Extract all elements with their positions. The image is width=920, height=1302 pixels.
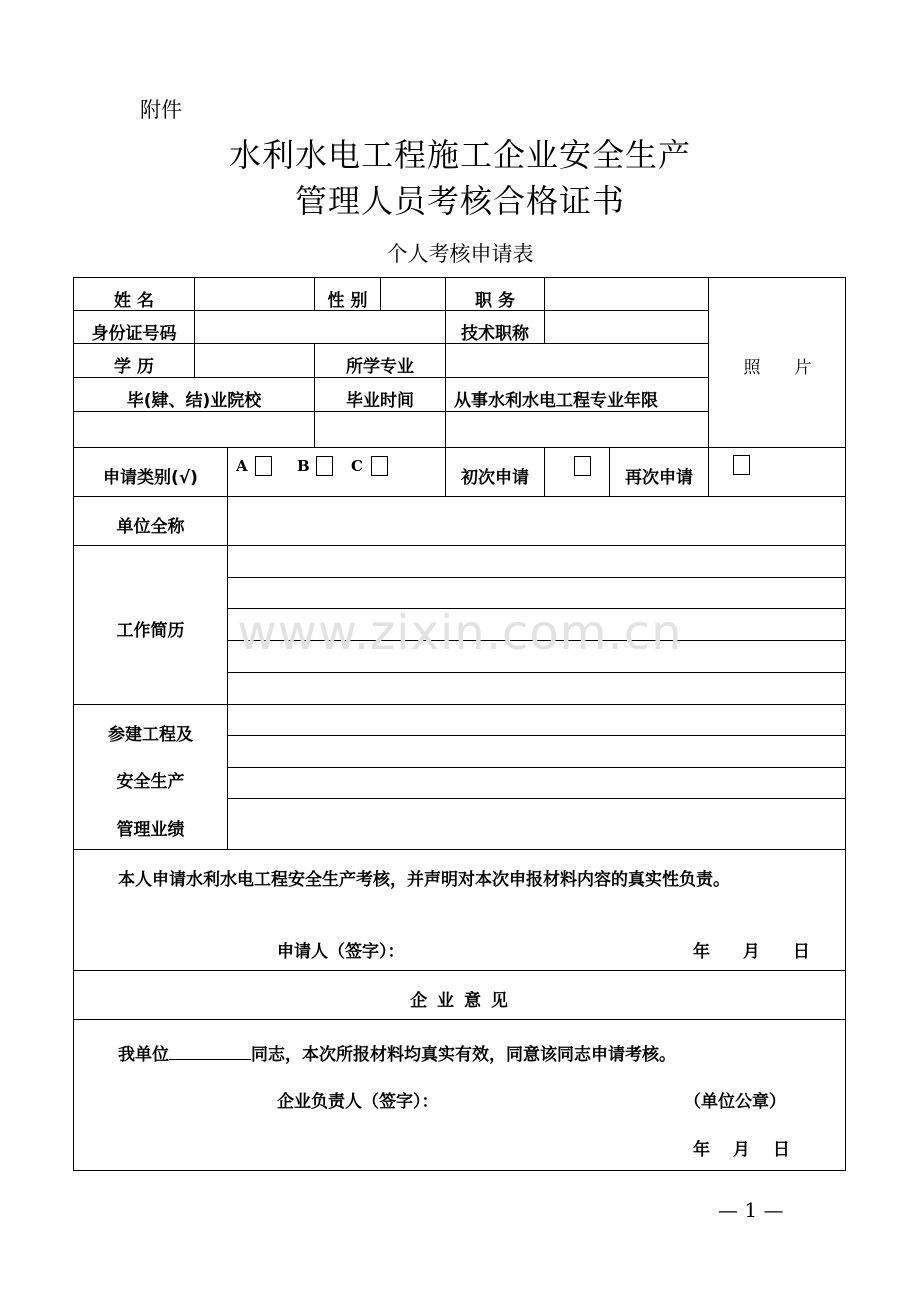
label-performance-line3: 管理业绩 — [116, 820, 185, 840]
label-years: 从事水利水电工程专业年限 — [454, 391, 658, 411]
category-a-label: A — [236, 457, 248, 475]
re-apply-checkbox[interactable] — [733, 455, 750, 475]
label-id-number: 身份证号码 — [91, 324, 177, 344]
form-subtitle: 个人考核申请表 — [386, 242, 534, 266]
attachment-label: 附件 — [140, 98, 182, 122]
category-b-checkbox[interactable] — [316, 456, 333, 476]
first-apply-checkbox[interactable] — [574, 456, 591, 476]
label-school: 毕(肄、结)业院校 — [126, 391, 262, 411]
label-performance-line1: 参建工程及 — [108, 725, 193, 745]
category-c-label: C — [351, 457, 363, 475]
applicant-signature-label: 申请人（签字）： — [277, 942, 405, 962]
label-major: 所学专业 — [346, 357, 414, 377]
label-name: 姓 名 — [114, 291, 154, 311]
opinion-statement — [118, 1040, 676, 1065]
category-a-checkbox[interactable] — [255, 456, 272, 476]
label-education: 学 历 — [114, 357, 154, 377]
unit-seal-label: （单位公章） — [684, 1092, 786, 1112]
label-performance-line2: 安全生产 — [116, 772, 185, 792]
opinion-suffix: 同志，本次所报材料均真实有效，同意该同志申请考核。 — [251, 1045, 676, 1065]
document-title-line1: 水利水电工程施工企业安全生产 — [228, 136, 691, 174]
applicant-date: 年 月 日 — [693, 942, 810, 962]
page-number: — 1 — — [718, 1198, 784, 1222]
label-category: 申请类别(√) — [103, 468, 198, 488]
category-b-label: B — [297, 457, 310, 475]
enterprise-date: 年 月 日 — [693, 1140, 790, 1160]
label-gender: 性 别 — [327, 291, 368, 311]
label-position: 职 务 — [475, 291, 515, 311]
label-grad-time: 毕业时间 — [346, 391, 414, 411]
photo-placeholder: 照 片 — [743, 358, 812, 378]
opinion-prefix: 我单位 — [118, 1045, 169, 1065]
label-company: 单位全称 — [116, 517, 185, 537]
label-first-apply: 初次申请 — [461, 468, 529, 488]
declaration-text: 本人申请水利水电工程安全生产考核，并声明对本次申报材料内容的真实性负责。 — [118, 870, 730, 890]
label-tech-title: 技术职称 — [461, 324, 529, 344]
name-blank-line — [169, 1043, 251, 1060]
document-title-line2: 管理人员考核合格证书 — [294, 182, 625, 220]
category-c-checkbox[interactable] — [371, 456, 388, 476]
watermark-text: www.zixin.com.cn — [237, 605, 683, 661]
label-re-apply: 再次申请 — [625, 468, 693, 488]
label-work-history: 工作简历 — [116, 621, 185, 641]
enterprise-opinion-heading: 企 业 意 见 — [410, 991, 510, 1011]
leader-signature-label: 企业负责人（签字）： — [277, 1092, 439, 1112]
